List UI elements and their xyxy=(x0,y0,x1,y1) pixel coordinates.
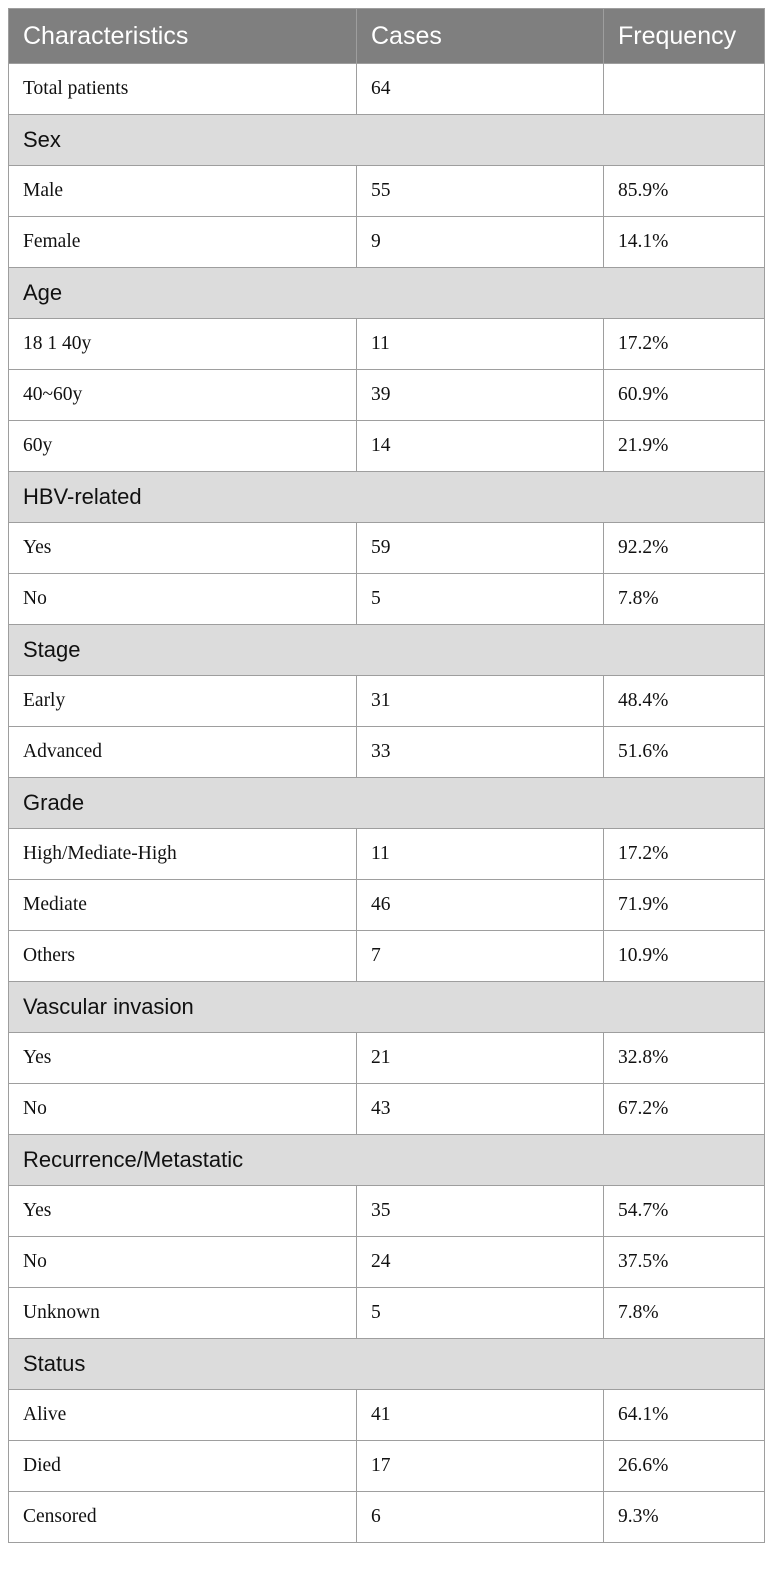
table-row xyxy=(9,574,765,625)
row-frequency: 7.8% xyxy=(604,574,765,625)
table-row xyxy=(9,1033,765,1084)
row-label: No xyxy=(9,574,357,625)
table-row xyxy=(9,829,765,880)
row-cases: 9 xyxy=(357,217,604,268)
row-label: Male xyxy=(9,166,357,217)
row-label: High/Mediate-High xyxy=(9,829,357,880)
row-frequency: 21.9% xyxy=(604,421,765,472)
row-frequency: 54.7% xyxy=(604,1186,765,1237)
section-row xyxy=(9,472,765,523)
section-title: Vascular invasion xyxy=(9,982,765,1033)
row-frequency: 10.9% xyxy=(604,931,765,982)
section-row xyxy=(9,625,765,676)
table-row xyxy=(9,931,765,982)
section-title: Age xyxy=(9,268,765,319)
row-label: Unknown xyxy=(9,1288,357,1339)
row-label: Others xyxy=(9,931,357,982)
row-label: Alive xyxy=(9,1390,357,1441)
row-label: 18 1 40y xyxy=(9,319,357,370)
row-cases: 33 xyxy=(357,727,604,778)
row-cases: 64 xyxy=(357,64,604,115)
section-title: Sex xyxy=(9,115,765,166)
table-row xyxy=(9,217,765,268)
row-cases: 5 xyxy=(357,574,604,625)
row-cases: 5 xyxy=(357,1288,604,1339)
table-row xyxy=(9,1492,765,1543)
row-label: 60y xyxy=(9,421,357,472)
row-cases: 31 xyxy=(357,676,604,727)
row-frequency: 26.6% xyxy=(604,1441,765,1492)
row-label: 40~60y xyxy=(9,370,357,421)
table-row xyxy=(9,370,765,421)
row-label: Yes xyxy=(9,523,357,574)
table-body xyxy=(9,64,765,1543)
section-row xyxy=(9,778,765,829)
row-label: Advanced xyxy=(9,727,357,778)
table-row xyxy=(9,880,765,931)
total-row xyxy=(9,64,765,115)
header-row xyxy=(9,9,765,64)
row-frequency: 51.6% xyxy=(604,727,765,778)
section-title: Stage xyxy=(9,625,765,676)
table-row xyxy=(9,727,765,778)
row-cases: 41 xyxy=(357,1390,604,1441)
row-label: Yes xyxy=(9,1186,357,1237)
row-cases: 11 xyxy=(357,319,604,370)
table-row xyxy=(9,1441,765,1492)
table-header xyxy=(9,9,765,64)
row-label: Total patients xyxy=(9,64,357,115)
row-cases: 6 xyxy=(357,1492,604,1543)
column-header-characteristics: Characteristics xyxy=(9,9,357,64)
row-label: No xyxy=(9,1084,357,1135)
row-frequency: 71.9% xyxy=(604,880,765,931)
table-row xyxy=(9,1084,765,1135)
table-row xyxy=(9,676,765,727)
row-frequency: 92.2% xyxy=(604,523,765,574)
row-frequency: 9.3% xyxy=(604,1492,765,1543)
section-title: Status xyxy=(9,1339,765,1390)
row-label: Early xyxy=(9,676,357,727)
row-cases: 24 xyxy=(357,1237,604,1288)
row-cases: 39 xyxy=(357,370,604,421)
section-row xyxy=(9,115,765,166)
section-row xyxy=(9,1339,765,1390)
section-row xyxy=(9,268,765,319)
row-label: Censored xyxy=(9,1492,357,1543)
column-header-cases: Cases xyxy=(357,9,604,64)
row-frequency: 7.8% xyxy=(604,1288,765,1339)
row-frequency: 37.5% xyxy=(604,1237,765,1288)
row-cases: 14 xyxy=(357,421,604,472)
section-title: HBV-related xyxy=(9,472,765,523)
row-frequency: 64.1% xyxy=(604,1390,765,1441)
row-label: Female xyxy=(9,217,357,268)
row-label: Mediate xyxy=(9,880,357,931)
row-cases: 21 xyxy=(357,1033,604,1084)
row-cases: 55 xyxy=(357,166,604,217)
section-row xyxy=(9,1135,765,1186)
section-row xyxy=(9,982,765,1033)
row-label: Yes xyxy=(9,1033,357,1084)
row-frequency: 17.2% xyxy=(604,829,765,880)
row-cases: 59 xyxy=(357,523,604,574)
table-row xyxy=(9,1237,765,1288)
table-row xyxy=(9,1390,765,1441)
row-frequency: 67.2% xyxy=(604,1084,765,1135)
row-cases: 11 xyxy=(357,829,604,880)
patient-characteristics-table xyxy=(8,8,765,1543)
row-frequency: 60.9% xyxy=(604,370,765,421)
row-frequency: 85.9% xyxy=(604,166,765,217)
row-cases: 17 xyxy=(357,1441,604,1492)
table-row xyxy=(9,523,765,574)
row-frequency: 17.2% xyxy=(604,319,765,370)
row-label: No xyxy=(9,1237,357,1288)
row-frequency: 48.4% xyxy=(604,676,765,727)
table-row xyxy=(9,421,765,472)
section-title: Recurrence/Metastatic xyxy=(9,1135,765,1186)
row-label: Died xyxy=(9,1441,357,1492)
row-frequency xyxy=(604,64,765,115)
table-row xyxy=(9,1186,765,1237)
table-row xyxy=(9,166,765,217)
row-frequency: 32.8% xyxy=(604,1033,765,1084)
section-title: Grade xyxy=(9,778,765,829)
table-row xyxy=(9,1288,765,1339)
row-cases: 46 xyxy=(357,880,604,931)
row-cases: 35 xyxy=(357,1186,604,1237)
row-cases: 7 xyxy=(357,931,604,982)
column-header-frequency: Frequency xyxy=(604,9,765,64)
table-row xyxy=(9,319,765,370)
row-cases: 43 xyxy=(357,1084,604,1135)
row-frequency: 14.1% xyxy=(604,217,765,268)
